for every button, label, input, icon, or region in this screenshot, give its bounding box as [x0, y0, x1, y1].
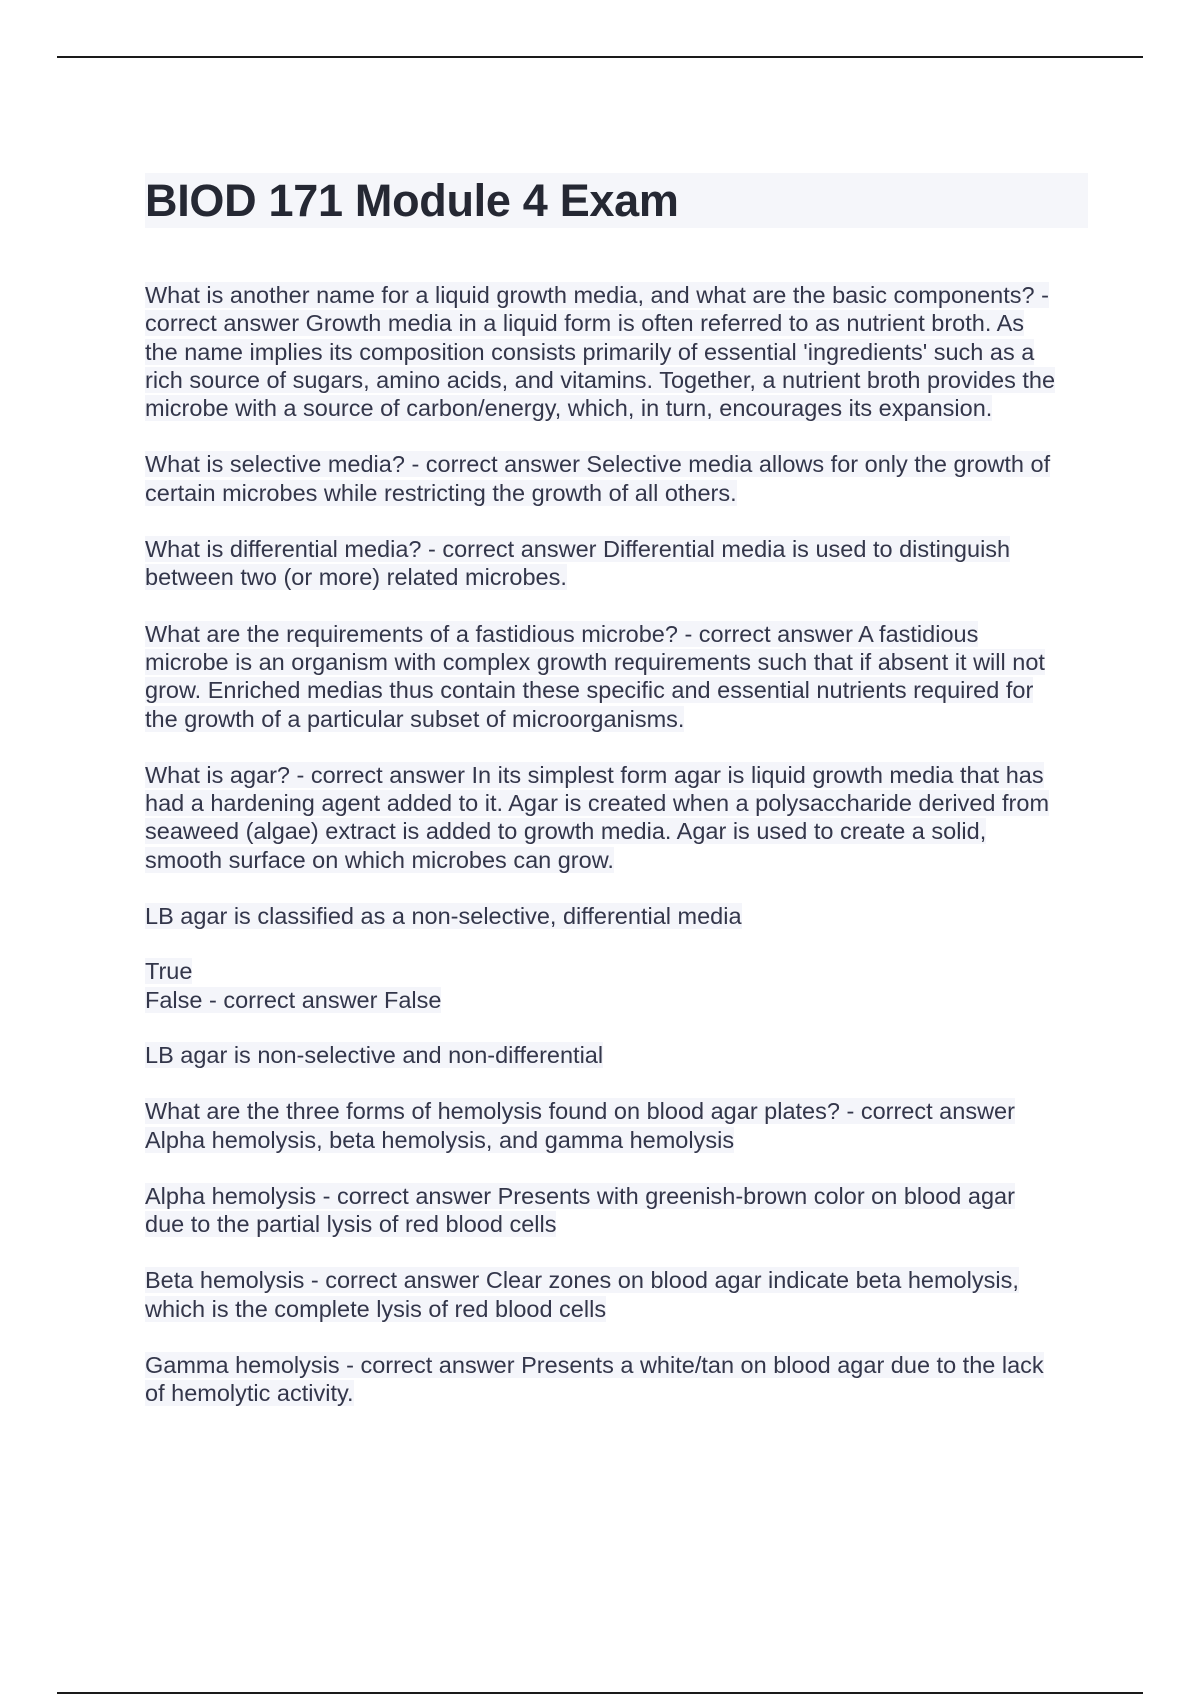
qa-true-false-options [145, 957, 1090, 1014]
qa-fastidious-microbe [145, 620, 1090, 733]
text-line: certain microbes while restricting the growth of all others. [145, 479, 737, 506]
text-line: What is differential media? - correct answer Differential media is used to distinguish [145, 536, 1011, 563]
text-line: the name implies its composition consists primarily of essential 'ingredients' such as a [145, 338, 1035, 365]
text-line: smooth surface on which microbes can grow. [145, 846, 614, 873]
qa-alpha-hemolysis [145, 1182, 1090, 1239]
qa-lb-agar-question [145, 902, 1090, 930]
text-line: correct answer Growth media in a liquid form is often referred to as nutrient broth. As [145, 310, 1025, 337]
text-line: What is agar? - correct answer In its simplest form agar is liquid growth media that has [145, 761, 1044, 788]
qa-beta-hemolysis [145, 1266, 1090, 1323]
top-rule [57, 56, 1143, 58]
text-line: seaweed (algae) extract is added to growth media. Agar is used to create a solid, [145, 818, 987, 845]
text-line: Beta hemolysis - correct answer Clear zones on blood agar indicate beta hemolysis, [145, 1267, 1019, 1294]
text-line: What are the three forms of hemolysis found on blood agar plates? - correct answer [145, 1098, 1015, 1125]
text-line: grow. Enriched medias thus contain these specific and essential nutrients required for [145, 677, 1034, 704]
text-line: Alpha hemolysis - correct answer Presents with greenish-brown color on blood agar [145, 1182, 1015, 1209]
text-line: True [145, 958, 193, 985]
text-line: had a hardening agent added to it. Agar is created when a polysaccharide derived from [145, 790, 1050, 817]
page-title: BIOD 171 Module 4 Exam [145, 175, 679, 226]
bottom-rule [57, 1692, 1143, 1694]
qa-gamma-hemolysis [145, 1351, 1090, 1408]
text-line: Alpha hemolysis, beta hemolysis, and gamma hemolysis [145, 1126, 735, 1153]
text-line: Gamma hemolysis - correct answer Presents a white/tan on blood agar due to the lack [145, 1352, 1044, 1379]
text-line: microbe with a source of carbon/energy, which, in turn, encourages its expansion. [145, 395, 993, 422]
qa-selective-media [145, 450, 1090, 507]
qa-agar [145, 761, 1090, 874]
qa-differential-media [145, 535, 1090, 592]
text-line: of hemolytic activity. [145, 1380, 354, 1407]
text-line: rich source of sugars, amino acids, and vitamins. Together, a nutrient broth provides the [145, 366, 1056, 393]
text-line: What is selective media? - correct answer Selective media allows for only the growth of [145, 451, 1051, 478]
text-line: What is another name for a liquid growth media, and what are the basic components? - [145, 282, 1049, 308]
document-body [145, 281, 1090, 1436]
text-line: What are the requirements of a fastidious microbe? - correct answer A fastidious [145, 620, 979, 647]
text-line: between two (or more) related microbes. [145, 564, 567, 591]
text-line: which is the complete lysis of red blood cells [145, 1295, 607, 1322]
qa-liquid-growth-media [145, 281, 1090, 422]
text-line: LB agar is non-selective and non-differential [145, 1041, 604, 1068]
title-banner [145, 173, 1088, 228]
text-line: microbe is an organism with complex growth requirements such that if absent it will not [145, 648, 1045, 675]
text-line: False - correct answer False [145, 986, 442, 1013]
text-line: the growth of a particular subset of microorganisms. [145, 705, 685, 732]
text-line: due to the partial lysis of red blood cells [145, 1211, 557, 1238]
qa-lb-agar-explanation [145, 1041, 1090, 1069]
qa-hemolysis-forms [145, 1097, 1090, 1154]
text-line: LB agar is classified as a non-selective, differential media [145, 903, 742, 930]
